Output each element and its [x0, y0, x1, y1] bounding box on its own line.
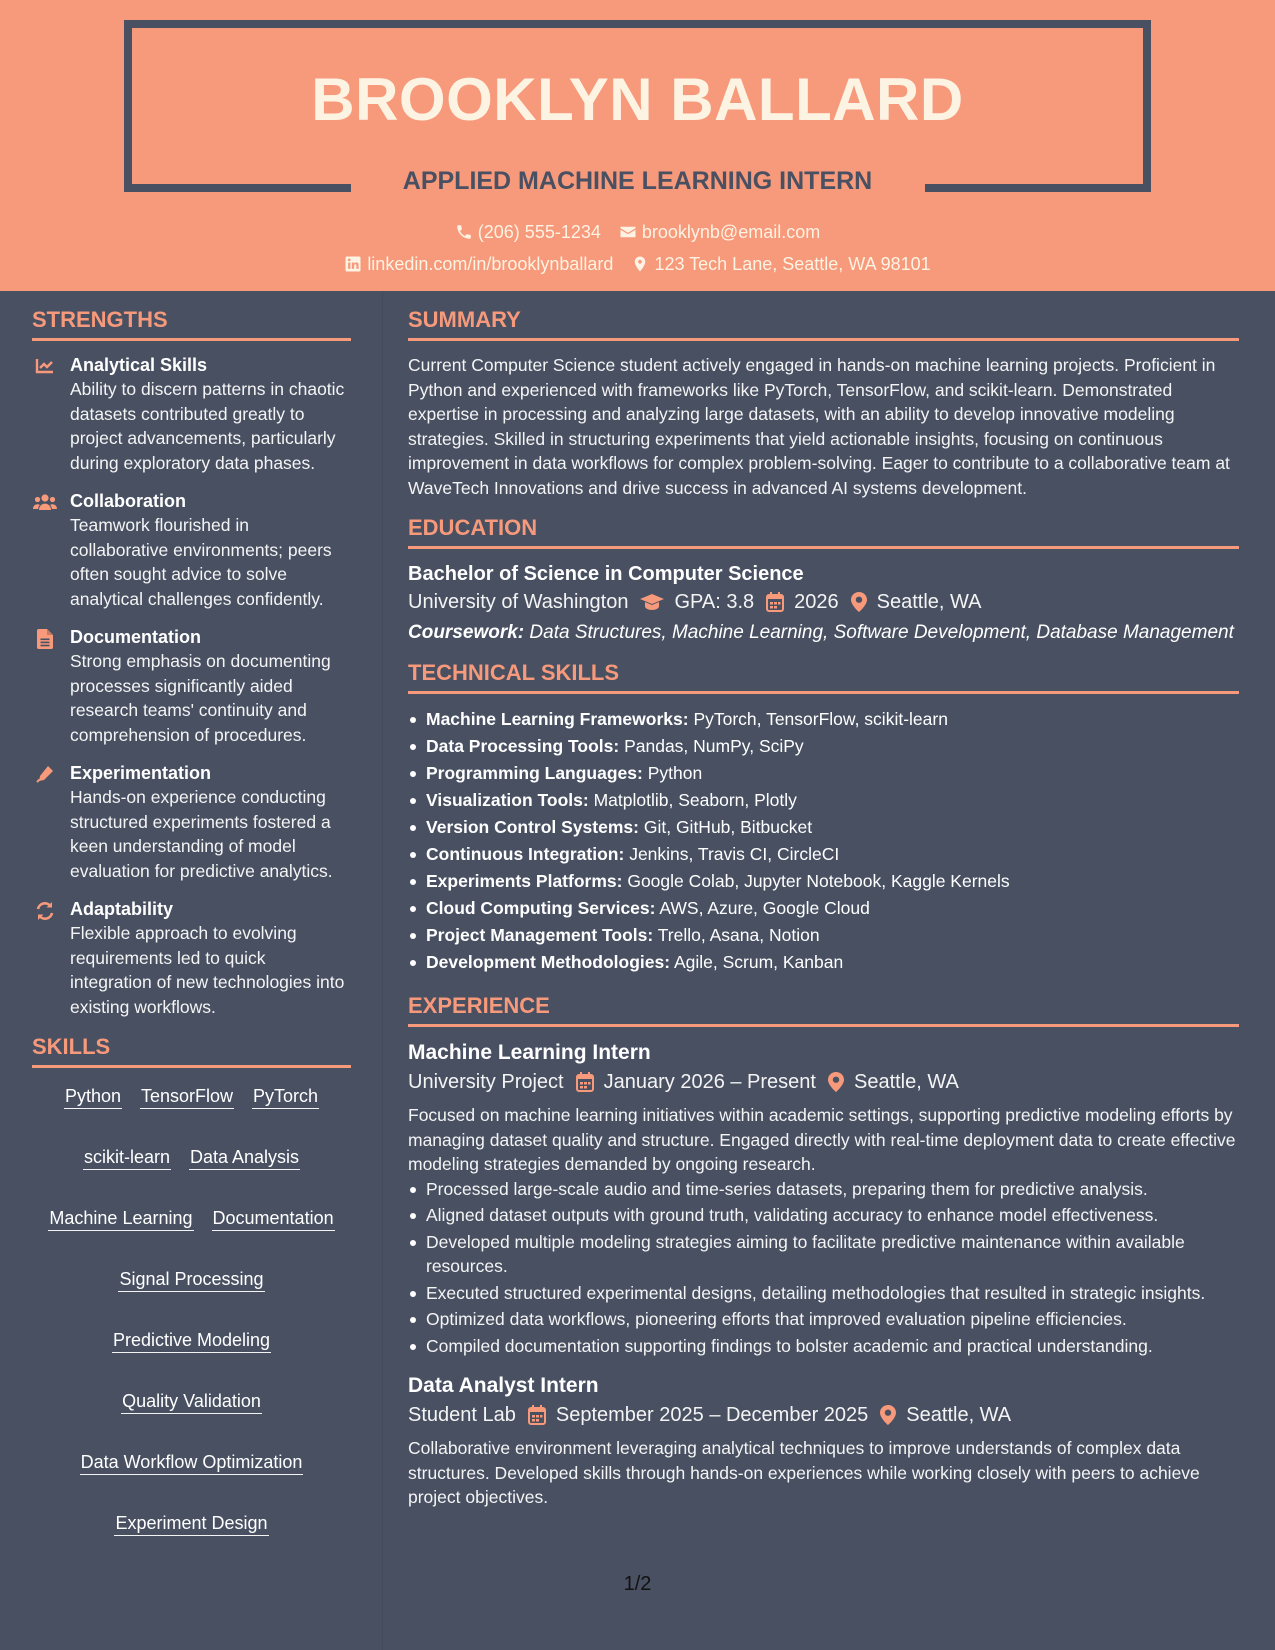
- list-item: Optimized data workflows, pioneering efforts that improved evaluation pipeline efficiencies.: [408, 1307, 1239, 1332]
- strength-title: Analytical Skills: [70, 355, 208, 375]
- skill-tag: scikit-learn: [83, 1145, 171, 1170]
- strength-desc: Hands-on experience conducting structured experiments fostered a keen understanding of model evaluation for predictive analytics.: [70, 787, 333, 881]
- tech-skill-value: Pandas, NumPy, SciPy: [624, 736, 804, 756]
- strength-title: Experimentation: [70, 763, 212, 783]
- list-item: [408, 895, 1239, 922]
- file-icon: [37, 629, 53, 649]
- education-year: 2026: [794, 591, 839, 613]
- strengths-heading: STRENGTHS: [32, 306, 351, 341]
- list-item: [408, 841, 1239, 868]
- coursework-text: Data Structures, Machine Learning, Software Development, Database Management: [529, 622, 1234, 643]
- right-column: [408, 306, 1239, 1524]
- strength-item: [32, 897, 351, 1019]
- tech-skill-label: Programming Languages:: [426, 763, 643, 783]
- job-org: University Project: [408, 1071, 564, 1093]
- skill-tag: Documentation: [212, 1206, 335, 1231]
- list-item: [408, 760, 1239, 787]
- list-item: Processed large-scale audio and time-series datasets, preparing them for predictive analysis.: [408, 1177, 1239, 1202]
- list-item: [408, 949, 1239, 976]
- tech-skill-value: Matplotlib, Seaborn, Plotly: [593, 790, 797, 810]
- list-item: [408, 706, 1239, 733]
- list-item: [408, 868, 1239, 895]
- strength-desc: Ability to discern patterns in chaotic datasets contributed greatly to project advancements, particularly during exploratory data phases.: [70, 379, 345, 473]
- tech-skill-label: Cloud Computing Services:: [426, 898, 656, 918]
- calendar-icon: [766, 592, 784, 612]
- education-heading: EDUCATION: [408, 514, 1239, 549]
- phone-text: (206) 555-1234: [477, 222, 601, 242]
- list-item: [408, 787, 1239, 814]
- strength-title: Adaptability: [70, 899, 174, 919]
- candidate-title: APPLIED MACHINE LEARNING INTERN: [402, 167, 873, 195]
- column-divider: [382, 291, 383, 1650]
- job-bullets: [408, 1177, 1239, 1359]
- job-meta: [408, 1067, 1239, 1097]
- list-item: [408, 922, 1239, 949]
- technical-skills-heading: TECHNICAL SKILLS: [408, 659, 1239, 694]
- skill-tag: Machine Learning: [48, 1206, 193, 1231]
- tech-skill-label: Continuous Integration:: [426, 844, 625, 864]
- skill-tag: Quality Validation: [121, 1389, 262, 1414]
- tech-skill-label: Visualization Tools:: [426, 790, 589, 810]
- skill-tag: Predictive Modeling: [112, 1328, 271, 1353]
- tech-skill-label: Version Control Systems:: [426, 817, 639, 837]
- strength-desc: Teamwork flourished in collaborative environments; peers often sought advice to solve analytical challenges confidently.: [70, 515, 332, 609]
- list-item: Aligned dataset outputs with ground truth, validating accuracy to enhance model effectiveness.: [408, 1203, 1239, 1228]
- job-role: Data Analyst Intern: [408, 1374, 599, 1397]
- tech-skill-value: Trello, Asana, Notion: [657, 925, 820, 945]
- skills-list: [32, 1080, 351, 1536]
- users-icon: [33, 493, 57, 511]
- job-org: Student Lab: [408, 1404, 516, 1426]
- job-location: Seattle, WA: [853, 1071, 959, 1093]
- envelope-icon: [619, 223, 637, 241]
- education-gpa: GPA: 3.8: [674, 591, 755, 613]
- tech-skill-label: Data Processing Tools:: [426, 736, 620, 756]
- education-school: University of Washington: [408, 591, 629, 613]
- coursework-label: Coursework:: [408, 622, 525, 643]
- strength-item: [32, 353, 351, 475]
- job-role: Machine Learning Intern: [408, 1041, 651, 1064]
- tech-skill-value: Jenkins, Travis CI, CircleCI: [629, 844, 840, 864]
- skill-tag: Data Analysis: [189, 1145, 300, 1170]
- job-entry: [408, 1039, 1239, 1358]
- phone-icon: [455, 223, 473, 241]
- linkedin-icon: [344, 255, 362, 273]
- graduation-cap-icon: [640, 593, 664, 611]
- strength-desc: Strong emphasis on documenting processes significantly aided research teams' continuity and comprehension of procedures.: [70, 651, 331, 745]
- skill-tag: Python: [64, 1084, 122, 1109]
- contact-row-2: [0, 252, 1275, 276]
- tech-skill-value: PyTorch, TensorFlow, scikit-learn: [693, 709, 948, 729]
- skill-tag: Data Workflow Optimization: [80, 1450, 304, 1475]
- left-column: [32, 306, 351, 1536]
- skill-tag: TensorFlow: [140, 1084, 234, 1109]
- calendar-icon: [528, 1405, 546, 1425]
- education-degree: Bachelor of Science in Computer Science: [408, 563, 804, 585]
- strength-item: [32, 625, 351, 747]
- contact-email[interactable]: [619, 220, 820, 244]
- education-location: Seattle, WA: [876, 591, 982, 613]
- contact-phone[interactable]: [455, 220, 601, 244]
- tech-skill-value: Git, GitHub, Bitbucket: [643, 817, 813, 837]
- linkedin-text: linkedin.com/in/brooklynballard: [367, 254, 614, 274]
- experience-heading: EXPERIENCE: [408, 992, 1239, 1027]
- skills-heading: SKILLS: [32, 1033, 351, 1068]
- pen-icon: [36, 765, 54, 783]
- job-dates: January 2026 – Present: [603, 1071, 816, 1093]
- contact-row-1: [0, 220, 1275, 244]
- tech-skill-label: Project Management Tools:: [426, 925, 654, 945]
- education-meta: [408, 587, 1239, 617]
- tech-skill-value: Agile, Scrum, Kanban: [673, 952, 844, 972]
- page-number: 1/2: [623, 1573, 652, 1595]
- calendar-icon: [576, 1072, 594, 1092]
- skill-tag: Experiment Design: [114, 1511, 268, 1536]
- list-item: [408, 814, 1239, 841]
- contact-address: [631, 252, 930, 276]
- job-description: Collaborative environment leveraging analytical techniques to improve understands of complex data structures. Developed skills through hands-on experiences while working closely with peers to achieve project objectives.: [408, 1438, 1200, 1507]
- tech-skill-label: Experiments Platforms:: [426, 871, 623, 891]
- strength-item: [32, 489, 351, 611]
- resume-header: [0, 0, 1275, 291]
- summary-heading: SUMMARY: [408, 306, 1239, 341]
- education-coursework: [408, 621, 1239, 645]
- strength-title: Documentation: [70, 627, 202, 647]
- job-meta: [408, 1400, 1239, 1430]
- list-item: Executed structured experimental designs, detailing methodologies that resulted in strategic insights.: [408, 1281, 1239, 1306]
- address-text: 123 Tech Lane, Seattle, WA 98101: [654, 254, 931, 274]
- strength-item: [32, 761, 351, 883]
- map-pin-icon: [828, 1072, 844, 1092]
- tech-skill-value: Google Colab, Jupyter Notebook, Kaggle Kernels: [627, 871, 1010, 891]
- job-location: Seattle, WA: [906, 1404, 1012, 1426]
- tech-skill-value: Python: [647, 763, 703, 783]
- job-description: Focused on machine learning initiatives within academic settings, supporting predictive modeling efforts by managing dataset quality and structure. Engaged directly with real-time deployment data to create effective modeling strategies demanded by ongoing research.: [408, 1105, 1236, 1174]
- list-item: Compiled documentation supporting findings to bolster academic and practical understanding.: [408, 1334, 1239, 1359]
- job-entry: [408, 1372, 1239, 1510]
- sync-icon: [35, 901, 55, 921]
- strength-desc: Flexible approach to evolving requirements led to quick integration of new technologies into existing workflows.: [70, 923, 345, 1017]
- tech-skill-label: Machine Learning Frameworks:: [426, 709, 689, 729]
- list-item: Developed multiple modeling strategies aiming to facilitate predictive maintenance within available resources.: [408, 1230, 1239, 1279]
- tech-skill-value: AWS, Azure, Google Cloud: [659, 898, 870, 918]
- summary-text: Current Computer Science student actively engaged in hands-on machine learning projects. Proficient in Python and experienced with frameworks like PyTorch, TensorFlow, and scikit-learn. Demonstrated expertise in processing and analyzing large datasets, with an ability to develop innovative modeling strategies. Skilled in structuring experiments that yield actionable insights, focusing on continuous improvement in data workflows for complex problem-solving. Eager to contribute to a collaborative team at WaveTech Innovations and drive success in advanced AI systems development.: [408, 355, 1230, 498]
- map-pin-icon: [851, 592, 867, 612]
- job-dates: September 2025 – December 2025: [555, 1404, 869, 1426]
- chart-line-icon: [35, 357, 55, 375]
- tech-skill-label: Development Methodologies:: [426, 952, 671, 972]
- email-text: brooklynb@email.com: [641, 222, 821, 242]
- map-pin-icon: [631, 255, 649, 273]
- contact-linkedin[interactable]: [344, 252, 613, 276]
- skill-tag: Signal Processing: [118, 1267, 264, 1292]
- list-item: [408, 733, 1239, 760]
- map-pin-icon: [880, 1405, 896, 1425]
- candidate-name: BROOKLYN BALLARD: [311, 66, 964, 133]
- technical-skills-list: [408, 706, 1239, 976]
- skill-tag: PyTorch: [252, 1084, 319, 1109]
- strength-title: Collaboration: [70, 491, 186, 511]
